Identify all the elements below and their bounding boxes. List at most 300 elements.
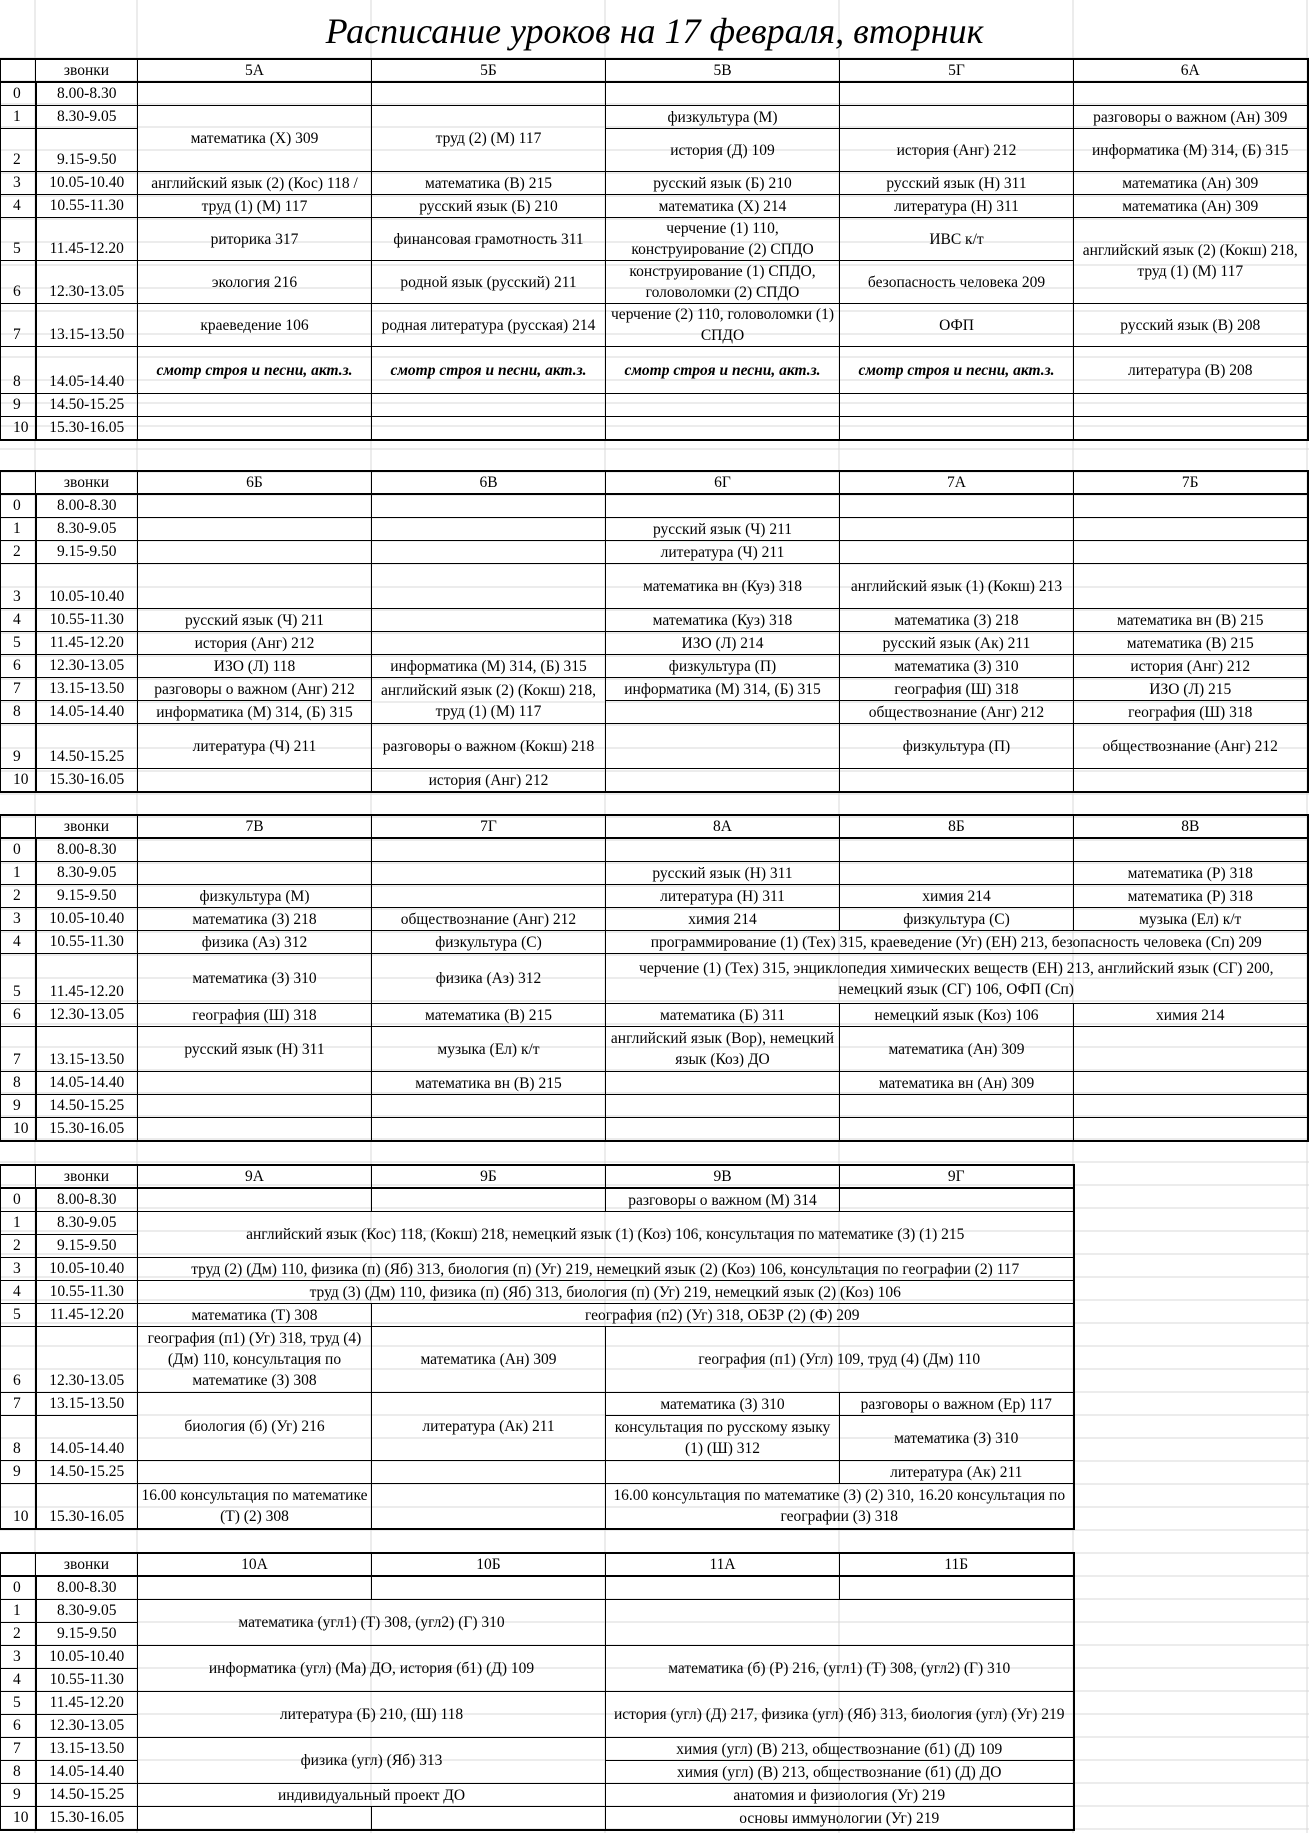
lesson-cell	[138, 1576, 372, 1600]
lesson-cell: ОФП	[840, 304, 1074, 347]
lesson-cell: литература (Н) 311	[606, 885, 840, 908]
bell-time: 10.55-11.30	[36, 609, 138, 632]
corner-cell	[1, 59, 36, 82]
bell-time: 9.15-9.50	[36, 1235, 138, 1258]
bell-time: 12.30-13.05	[36, 261, 138, 304]
lesson-cell-merged: математика (угл1) (Т) 308, (угл2) (Г) 310	[138, 1600, 606, 1646]
lesson-number: 2	[1, 1623, 36, 1646]
lesson-cell	[840, 82, 1074, 106]
lesson-cell	[840, 394, 1074, 417]
lesson-cell	[138, 862, 372, 885]
lesson-number: 9	[1, 1095, 36, 1118]
bell-time: 8.30-9.05	[36, 106, 138, 129]
lesson-cell: математика (З) 310	[606, 1393, 840, 1416]
lesson-cell: математика (Б) 311	[606, 1004, 840, 1027]
lesson-cell	[138, 494, 372, 518]
lesson-cell-merged: основы иммунологии (Уг) 219	[606, 1807, 1074, 1831]
bell-time: 10.05-10.40	[36, 1258, 138, 1281]
lesson-cell: русский язык (Б) 210	[372, 195, 606, 218]
lesson-cell: разговоры о важном (М) 314	[606, 1188, 840, 1212]
lesson-cell: обществознание (Анг) 212	[372, 908, 606, 931]
lesson-cell: английский язык (Вор), немецкий язык (Коз) ДО	[606, 1027, 840, 1072]
class-header: 7Б	[1074, 471, 1308, 494]
lesson-cell: литература (Ак) 211	[840, 1461, 1074, 1484]
lesson-cell: история (Анг) 212	[840, 129, 1074, 172]
bell-time: 14.05-14.40	[36, 347, 138, 394]
lesson-number: 2	[1, 885, 36, 908]
bell-time: 8.30-9.05	[36, 1600, 138, 1623]
lesson-number: 1	[1, 1212, 36, 1235]
lesson-cell-merged: география (п2) (Уг) 318, ОБЗР (2) (Ф) 209	[372, 1304, 1074, 1327]
page-title: Расписание уроков на 17 февраля, вторник	[325, 11, 984, 51]
bell-time: 10.55-11.30	[36, 1281, 138, 1304]
lesson-cell: труд (1) (М) 117	[138, 195, 372, 218]
bell-time: 13.15-13.50	[36, 1393, 138, 1416]
lesson-cell: английский язык (2) (Кокш) 218, труд (1) (М) 117	[1074, 218, 1308, 304]
lesson-number: 6	[1, 261, 36, 304]
lesson-cell: риторика 317	[138, 218, 372, 261]
bell-time: 8.00-8.30	[36, 1576, 138, 1600]
lesson-number: 8	[1, 701, 36, 724]
corner-cell	[1, 1553, 36, 1576]
bell-time: 10.05-10.40	[36, 908, 138, 931]
lesson-cell-merged: индивидуальный проект ДО	[138, 1784, 606, 1807]
lesson-number: 6	[1, 655, 36, 678]
lesson-cell	[840, 838, 1074, 862]
lesson-cell: география (Ш) 318	[840, 678, 1074, 701]
lesson-cell	[840, 1188, 1074, 1212]
lesson-cell: информатика (М) 314, (Б) 315	[1074, 129, 1308, 172]
lesson-cell	[606, 701, 840, 724]
class-header: 8А	[606, 815, 840, 838]
lesson-cell: смотр строя и песни, акт.з.	[840, 347, 1074, 394]
class-header: 6Г	[606, 471, 840, 494]
lesson-cell: физкультура (П)	[606, 655, 840, 678]
lesson-number: 3	[1, 1258, 36, 1281]
class-header: 5А	[138, 59, 372, 82]
bell-time: 14.05-14.40	[36, 1761, 138, 1784]
lesson-cell-merged: труд (2) (Дм) 110, физика (п) (Яб) 313, биология (п) (Уг) 219, немецкий язык (2) (Коз) 106, консультация по географии (2) 117	[138, 1258, 1074, 1281]
lesson-number: 2	[1, 1235, 36, 1258]
lesson-cell: русский язык (Ч) 211	[138, 609, 372, 632]
lesson-cell	[372, 1576, 606, 1600]
bell-time: 8.30-9.05	[36, 862, 138, 885]
lesson-cell: русский язык (Н) 311	[138, 1027, 372, 1072]
lesson-cell	[606, 1461, 840, 1484]
lesson-cell: география (п1) (Уг) 318, труд (4) (Дм) 110, консультация по математике (З) 308	[138, 1327, 372, 1393]
lesson-cell	[372, 82, 606, 106]
lesson-number: 10	[1, 417, 36, 441]
lesson-number: 5	[1, 632, 36, 655]
bell-time: 12.30-13.05	[36, 655, 138, 678]
class-header: 5Б	[372, 59, 606, 82]
lesson-cell	[1074, 82, 1308, 106]
lesson-cell	[372, 1118, 606, 1142]
lesson-cell: английский язык (2) (Кос) 118 /	[138, 172, 372, 195]
lesson-cell-merged: литература (Б) 210, (Ш) 118	[138, 1692, 606, 1738]
lesson-cell-merged: программирование (1) (Тех) 315, краеведение (Уг) (ЕН) 213, безопасность человека (Сп) 209	[606, 931, 1308, 954]
lesson-number: 6	[1, 1715, 36, 1738]
lesson-cell	[372, 609, 606, 632]
lesson-number: 0	[1, 494, 36, 518]
bell-time: 8.30-9.05	[36, 518, 138, 541]
bell-time: 9.15-9.50	[36, 541, 138, 564]
lesson-number: 4	[1, 1281, 36, 1304]
lesson-cell: смотр строя и песни, акт.з.	[138, 347, 372, 394]
bell-time: 13.15-13.50	[36, 1738, 138, 1761]
lesson-cell: смотр строя и песни, акт.з.	[606, 347, 840, 394]
bell-time: 14.50-15.25	[36, 724, 138, 769]
schedule-table-9a-9g	[0, 1164, 1075, 1530]
bell-time: 11.45-12.20	[36, 954, 138, 1004]
lesson-cell: экология 216	[138, 261, 372, 304]
lesson-number: 7	[1, 1393, 36, 1416]
bell-time: 9.15-9.50	[36, 129, 138, 172]
class-header: 11А	[606, 1553, 840, 1576]
lesson-cell	[372, 417, 606, 441]
bells-header: звонки	[36, 59, 138, 82]
lesson-cell	[138, 564, 372, 609]
class-header: 9Г	[840, 1165, 1074, 1188]
lesson-cell	[372, 1807, 606, 1831]
lesson-cell: математика вн (Куз) 318	[606, 564, 840, 609]
lesson-number: 9	[1, 394, 36, 417]
lesson-cell: ИЗО (Л) 214	[606, 632, 840, 655]
lesson-cell	[138, 417, 372, 441]
lesson-cell	[1074, 1095, 1308, 1118]
class-header: 6В	[372, 471, 606, 494]
lesson-cell	[372, 885, 606, 908]
lesson-cell	[372, 632, 606, 655]
lesson-cell	[606, 394, 840, 417]
lesson-cell-merged: информатика (угл) (Ма) ДО, история (б1) (Д) 109	[138, 1646, 606, 1692]
lesson-cell	[606, 1576, 840, 1600]
bell-time: 10.55-11.30	[36, 195, 138, 218]
bells-header: звонки	[36, 1553, 138, 1576]
lesson-number: 4	[1, 1669, 36, 1692]
lesson-cell: консультация по русскому языку (1) (Ш) 312	[606, 1416, 840, 1461]
bells-header: звонки	[36, 1165, 138, 1188]
lesson-cell	[372, 1461, 606, 1484]
lesson-cell	[840, 1095, 1074, 1118]
lesson-cell: биология (б) (Уг) 216	[138, 1393, 372, 1461]
bell-time: 14.50-15.25	[36, 394, 138, 417]
lesson-cell	[138, 769, 372, 793]
corner-cell	[1, 1165, 36, 1188]
lesson-number: 0	[1, 1576, 36, 1600]
bell-time: 11.45-12.20	[36, 632, 138, 655]
schedule-table-5a-6a	[0, 58, 1309, 441]
lesson-cell: обществознание (Анг) 212	[1074, 724, 1308, 769]
lesson-cell	[372, 1095, 606, 1118]
lesson-cell: физкультура (М)	[606, 106, 840, 129]
lesson-cell	[138, 394, 372, 417]
lesson-number: 5	[1, 1692, 36, 1715]
bell-time: 14.50-15.25	[36, 1461, 138, 1484]
lesson-cell	[1074, 417, 1308, 441]
lesson-number: 2	[1, 129, 36, 172]
lesson-cell: химия 214	[606, 908, 840, 931]
lesson-cell: родной язык (русский) 211	[372, 261, 606, 304]
lesson-cell-merged: физика (угл) (Яб) 313	[138, 1738, 606, 1784]
lesson-cell	[372, 1188, 606, 1212]
class-header: 10Б	[372, 1553, 606, 1576]
lesson-number: 3	[1, 908, 36, 931]
lesson-number: 9	[1, 724, 36, 769]
bell-time: 11.45-12.20	[36, 1304, 138, 1327]
bell-time: 8.00-8.30	[36, 494, 138, 518]
lesson-cell: математика (В) 215	[372, 1004, 606, 1027]
bell-time: 15.30-16.05	[36, 769, 138, 793]
lesson-cell	[138, 1118, 372, 1142]
class-header: 5Г	[840, 59, 1074, 82]
class-header: 9А	[138, 1165, 372, 1188]
lesson-number: 4	[1, 931, 36, 954]
lesson-cell: ИВС к/т	[840, 218, 1074, 261]
lesson-cell	[606, 494, 840, 518]
bell-time: 15.30-16.05	[36, 417, 138, 441]
lesson-cell-merged: английский язык (Кос) 118, (Кокш) 218, немецкий язык (1) (Коз) 106, консультация по математике (З) (1) 215	[138, 1212, 1074, 1258]
lesson-cell: математика вн (Ан) 309	[840, 1072, 1074, 1095]
lesson-cell: математика (З) 310	[840, 655, 1074, 678]
lesson-cell: русский язык (Ак) 211	[840, 632, 1074, 655]
lesson-number: 7	[1, 678, 36, 701]
lesson-cell	[606, 1095, 840, 1118]
lesson-cell: конструирование (1) СПДО, головоломки (2) СПДО	[606, 261, 840, 304]
lesson-number: 1	[1, 518, 36, 541]
lesson-cell-merged: математика (б) (Р) 216, (угл1) (Т) 308, (угл2) (Г) 310	[606, 1646, 1074, 1692]
bell-time: 10.05-10.40	[36, 1646, 138, 1669]
bell-time: 12.30-13.05	[36, 1004, 138, 1027]
bell-time: 10.55-11.30	[36, 1669, 138, 1692]
lesson-cell: математика (З) 310	[138, 954, 372, 1004]
lesson-cell	[1074, 564, 1308, 609]
lesson-cell: русский язык (Ч) 211	[606, 518, 840, 541]
lesson-cell	[1074, 518, 1308, 541]
lesson-cell	[606, 1072, 840, 1095]
lesson-number: 9	[1, 1461, 36, 1484]
bell-time: 14.50-15.25	[36, 1784, 138, 1807]
bell-time: 14.50-15.25	[36, 1095, 138, 1118]
bell-time: 15.30-16.05	[36, 1807, 138, 1831]
lesson-number: 10	[1, 1118, 36, 1142]
lesson-cell: литература (Н) 311	[840, 195, 1074, 218]
lesson-number: 2	[1, 541, 36, 564]
lesson-number: 5	[1, 954, 36, 1004]
lesson-cell: математика (Р) 318	[1074, 862, 1308, 885]
lesson-number: 10	[1, 1484, 36, 1529]
lesson-cell: математика (Р) 318	[1074, 885, 1308, 908]
lesson-number: 8	[1, 1416, 36, 1461]
lesson-cell: литература (Ак) 211	[372, 1393, 606, 1461]
class-header: 9В	[606, 1165, 840, 1188]
lesson-cell	[840, 518, 1074, 541]
bell-time: 14.05-14.40	[36, 1072, 138, 1095]
bell-time: 10.05-10.40	[36, 172, 138, 195]
schedule-table-10a-11b	[0, 1552, 1075, 1831]
lesson-number: 4	[1, 195, 36, 218]
lesson-cell-merged: история (угл) (Д) 217, физика (угл) (Яб) 313, биология (угл) (Уг) 219	[606, 1692, 1074, 1738]
lesson-cell: разговоры о важном (Ан) 309	[1074, 106, 1308, 129]
lesson-cell: математика (В) 215	[372, 172, 606, 195]
lesson-cell	[372, 838, 606, 862]
lesson-cell: математика (Ан) 309	[372, 1327, 606, 1393]
bell-time: 9.15-9.50	[36, 1623, 138, 1646]
lesson-cell: математика вн (В) 215	[372, 1072, 606, 1095]
schedule-table-7v-8v	[0, 814, 1309, 1142]
lesson-cell	[840, 417, 1074, 441]
bell-time: 13.15-13.50	[36, 304, 138, 347]
lesson-cell: информатика (М) 314, (Б) 315	[138, 701, 372, 724]
lesson-cell	[606, 769, 840, 793]
lesson-cell: черчение (1) 110, конструирование (2) СПДО	[606, 218, 840, 261]
lesson-number: 6	[1, 1327, 36, 1393]
lesson-cell: математика (Х) 214	[606, 195, 840, 218]
class-header: 7Г	[372, 815, 606, 838]
lesson-number: 3	[1, 1646, 36, 1669]
bell-time: 12.30-13.05	[36, 1327, 138, 1393]
lesson-cell: математика (В) 215	[1074, 632, 1308, 655]
lesson-number: 7	[1, 1027, 36, 1072]
lesson-cell: математика (З) 218	[138, 908, 372, 931]
lesson-cell	[138, 1188, 372, 1212]
lesson-cell: информатика (М) 314, (Б) 315	[372, 655, 606, 678]
lesson-cell	[840, 1576, 1074, 1600]
lesson-number: 6	[1, 1004, 36, 1027]
lesson-cell	[1074, 1072, 1308, 1095]
lesson-cell: математика (Ан) 309	[840, 1027, 1074, 1072]
bell-time: 8.00-8.30	[36, 1188, 138, 1212]
lesson-cell-merged: труд (3) (Дм) 110, физика (п) (Яб) 313, биология (п) (Уг) 219, немецкий язык (2) (Коз) 106	[138, 1281, 1074, 1304]
lesson-number: 3	[1, 564, 36, 609]
lesson-cell	[372, 394, 606, 417]
bell-time: 8.00-8.30	[36, 838, 138, 862]
bell-time: 12.30-13.05	[36, 1715, 138, 1738]
lesson-cell: финансовая грамотность 311	[372, 218, 606, 261]
lesson-cell: математика (З) 218	[840, 609, 1074, 632]
lesson-cell: математика вн (В) 215	[1074, 609, 1308, 632]
lesson-cell: музыка (Ел) к/т	[1074, 908, 1308, 931]
corner-cell	[1, 471, 36, 494]
class-header: 11Б	[840, 1553, 1074, 1576]
lesson-cell: физкультура (С)	[840, 908, 1074, 931]
bell-time: 10.05-10.40	[36, 564, 138, 609]
lesson-cell	[606, 1118, 840, 1142]
lesson-cell	[372, 564, 606, 609]
class-header: 5В	[606, 59, 840, 82]
lesson-cell	[138, 82, 372, 106]
class-header: 7В	[138, 815, 372, 838]
bell-time: 8.00-8.30	[36, 82, 138, 106]
lesson-cell: русский язык (Н) 311	[840, 172, 1074, 195]
lesson-cell: физика (Аз) 312	[372, 954, 606, 1004]
lesson-cell	[606, 417, 840, 441]
lesson-cell: математика (Х) 309	[138, 106, 372, 172]
lesson-cell: разговоры о важном (Ер) 117	[840, 1393, 1074, 1416]
lesson-number: 4	[1, 609, 36, 632]
lesson-cell-merged: химия (угл) (В) 213, обществознание (б1) (Д) ДО	[606, 1761, 1074, 1784]
class-header: 8В	[1074, 815, 1308, 838]
class-header: 8Б	[840, 815, 1074, 838]
lesson-number: 5	[1, 218, 36, 261]
lesson-number: 7	[1, 1738, 36, 1761]
schedule-table-6b-7b	[0, 470, 1309, 793]
lesson-cell: химия 214	[1074, 1004, 1308, 1027]
lesson-cell: география (Ш) 318	[1074, 701, 1308, 724]
bell-time: 11.45-12.20	[36, 218, 138, 261]
lesson-number: 10	[1, 769, 36, 793]
lesson-cell	[372, 494, 606, 518]
lesson-cell: краеведение 106	[138, 304, 372, 347]
lesson-cell: ИЗО (Л) 118	[138, 655, 372, 678]
lesson-cell: математика (Ан) 309	[1074, 195, 1308, 218]
lesson-cell: ИЗО (Л) 215	[1074, 678, 1308, 701]
lesson-cell: история (Анг) 212	[1074, 655, 1308, 678]
lesson-cell	[606, 724, 840, 769]
bell-time: 15.30-16.05	[36, 1118, 138, 1142]
bell-time: 10.55-11.30	[36, 931, 138, 954]
lesson-cell: 16.00 консультация по математике (Т) (2) 308	[138, 1484, 372, 1529]
lesson-cell: разговоры о важном (Кокш) 218	[372, 724, 606, 769]
lesson-cell: русский язык (В) 208	[1074, 304, 1308, 347]
lesson-cell-merged	[606, 1600, 1074, 1646]
lesson-cell: география (Ш) 318	[138, 1004, 372, 1027]
bells-header: звонки	[36, 471, 138, 494]
lesson-number: 0	[1, 82, 36, 106]
lesson-cell: родная литература (русская) 214	[372, 304, 606, 347]
lesson-cell: литература (Ч) 211	[138, 724, 372, 769]
lesson-cell	[840, 862, 1074, 885]
lesson-cell: труд (2) (М) 117	[372, 106, 606, 172]
lesson-cell: черчение (2) 110, головоломки (1) СПДО	[606, 304, 840, 347]
lesson-cell: история (Анг) 212	[138, 632, 372, 655]
lesson-number: 8	[1, 347, 36, 394]
class-header: 9Б	[372, 1165, 606, 1188]
lesson-cell	[840, 1118, 1074, 1142]
lesson-number: 7	[1, 304, 36, 347]
lesson-cell: музыка (Ел) к/т	[372, 1027, 606, 1072]
lesson-cell	[138, 1807, 372, 1831]
lesson-cell	[1074, 394, 1308, 417]
lesson-number: 1	[1, 862, 36, 885]
lesson-cell: физкультура (П)	[840, 724, 1074, 769]
lesson-cell: литература (Ч) 211	[606, 541, 840, 564]
bell-time: 14.05-14.40	[36, 701, 138, 724]
lesson-cell	[138, 1072, 372, 1095]
bell-time: 15.30-16.05	[36, 1484, 138, 1529]
lesson-cell: разговоры о важном (Анг) 212	[138, 678, 372, 701]
lesson-cell	[840, 106, 1074, 129]
lesson-cell: история (Анг) 212	[372, 769, 606, 793]
lesson-number: 5	[1, 1304, 36, 1327]
lesson-cell	[138, 1095, 372, 1118]
lesson-cell	[138, 518, 372, 541]
lesson-cell	[1074, 541, 1308, 564]
lesson-cell-merged: география (п1) (Угл) 109, труд (4) (Дм) 110	[606, 1327, 1074, 1393]
lesson-cell	[1074, 1118, 1308, 1142]
lesson-cell	[840, 541, 1074, 564]
lesson-number: 0	[1, 838, 36, 862]
bell-time: 14.05-14.40	[36, 1416, 138, 1461]
lesson-number: 1	[1, 1600, 36, 1623]
bells-header: звонки	[36, 815, 138, 838]
lesson-cell: обществознание (Анг) 212	[840, 701, 1074, 724]
lesson-cell	[138, 1461, 372, 1484]
lesson-cell-merged: химия (угл) (В) 213, обществознание (б1) (Д) 109	[606, 1738, 1074, 1761]
lesson-cell: математика (З) 310	[840, 1416, 1074, 1461]
lesson-number: 8	[1, 1072, 36, 1095]
lesson-number: 9	[1, 1784, 36, 1807]
